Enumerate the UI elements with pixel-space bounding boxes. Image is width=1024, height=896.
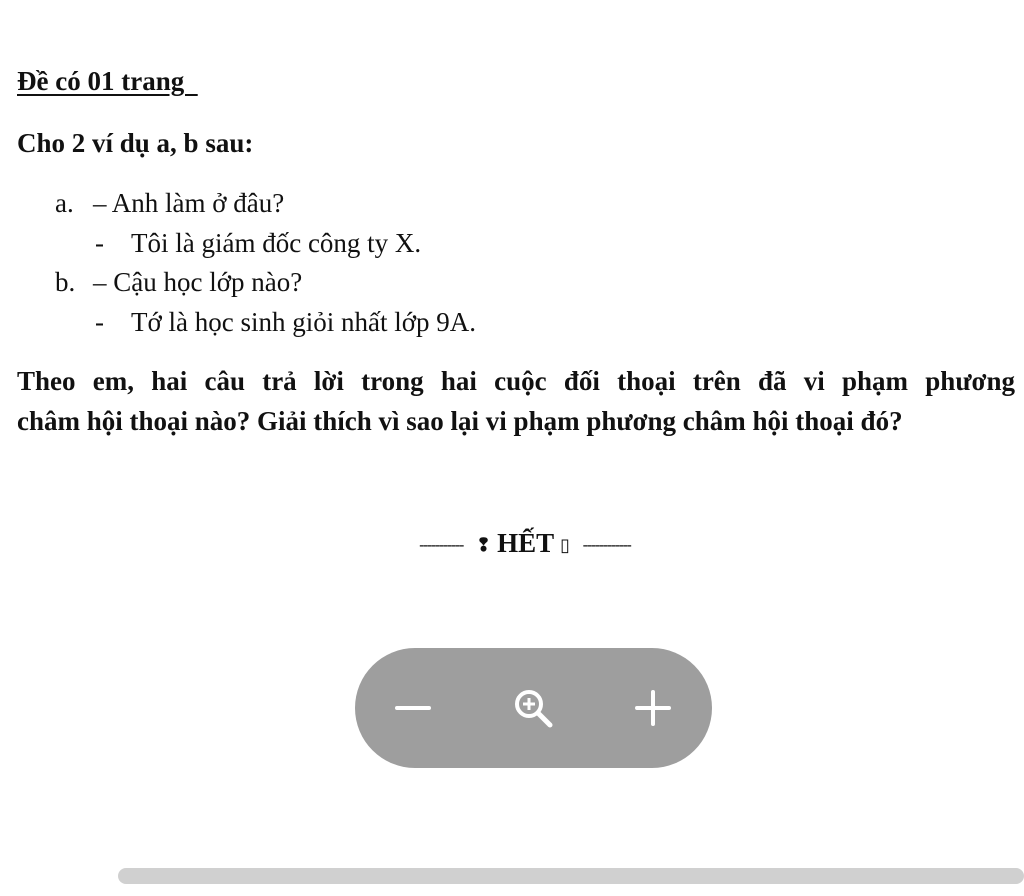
zoom-out-button[interactable] (383, 678, 443, 738)
page-count-header: Đề có 01 trang (17, 66, 198, 96)
example-a-question-line (55, 188, 284, 219)
example-a-reply-line (95, 228, 421, 259)
plus-icon (623, 678, 683, 738)
question-line-1: Theo em, hai câu trả lời trong hai cuộc đối thoại trên đã vi phạm phương (17, 366, 1015, 396)
reply-dash: - (95, 307, 104, 337)
end-left-glyph: ❢ (475, 535, 492, 556)
question-line-2: châm hội thoại nào? Giải thích vì sao lại vi phạm phương châm hội thoại đó? (17, 406, 903, 436)
reply-dash: - (95, 228, 104, 258)
zoom-reset-button[interactable] (503, 678, 563, 738)
end-right-glyph: ▯ (560, 535, 571, 556)
example-question: – Cậu học lớp nào? (93, 267, 303, 297)
end-text: HẾT (497, 528, 555, 558)
example-b-question-line (55, 267, 302, 298)
magnifier-plus-icon (503, 678, 563, 738)
example-question: – Anh làm ở đâu? (93, 188, 285, 218)
zoom-controls (355, 648, 712, 768)
end-right-dashes: ------------ (582, 537, 631, 554)
end-marker (0, 528, 1024, 559)
prompt-text: Cho 2 ví dụ a, b sau: (17, 128, 254, 158)
example-marker: a. (55, 188, 74, 218)
example-marker: b. (55, 267, 76, 297)
zoom-in-button[interactable] (623, 678, 683, 738)
example-reply: Tớ là học sinh giỏi nhất lớp 9A. (131, 307, 477, 337)
example-b-reply-line (95, 307, 476, 338)
example-reply: Tôi là giám đốc công ty X. (131, 228, 422, 258)
minus-icon (383, 678, 443, 738)
horizontal-scrollbar[interactable] (118, 868, 1024, 884)
end-left-dashes: ----------- (419, 537, 464, 554)
